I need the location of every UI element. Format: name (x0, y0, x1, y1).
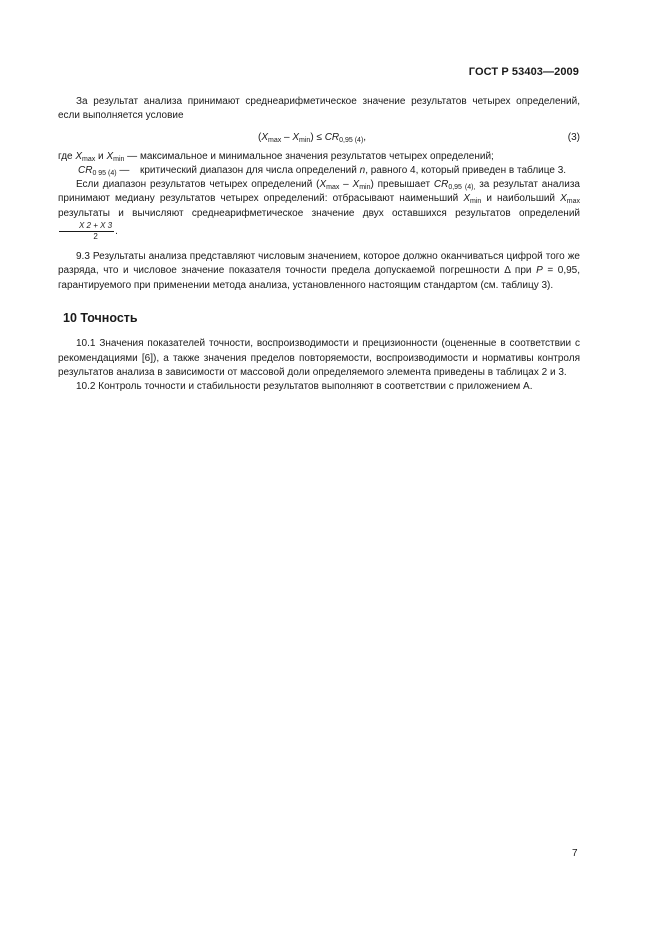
body-text (58, 95, 580, 394)
range-paragraph: Если диапазон результатов четырех определений $(X_{max} - X_{min})$ превышает $CR_{0,95 (4),}$ за результат анализа принимают медиану результатов четырех определений: отбрасывают наименьший $X_{min}$ и наибольший $X_{max}$ результаты и вычисляют среднеарифметическое значение двух оставшихся результатов определений $\frac{X 2 + X 3}{2}$ . (58, 179, 580, 242)
paragraph-9-3: 9.3 Результаты анализа представляют числовым значением, которое должно оканчиваться цифрой того же разряда, что и числовое значение показателя точности предела допускаемой погрешности Δ при P = 0,95, гарантируемого при применении метода анализа, установленного настоящим стандартом (см. таблицу 3). (58, 251, 580, 291)
definition-description: максимальное и минимальное значения результатов четырех определений; (140, 150, 494, 162)
paragraph-10-1: 10.1 Значения показателей точности, воспроизводимости и прецизионности (оцененные в соответствии с рекомендациями [6]), а также значения пределов повторяемости, воспроизводимости и нормативы контроля результатов анализа в зависимости от массовой доли определяемого элемента приведены в таблицах 2 и 3. (58, 338, 580, 378)
equation-formula: $(X_{max} - X_{min}) \le CR_{0,95 (4)}$, (258, 131, 367, 144)
intro-paragraph: За результат анализа принимают среднеарифметическое значение результатов четырех определений, если выполняется условие (58, 96, 580, 122)
definition-term: где $X_{max}$ и $X_{min}$ — (58, 150, 138, 163)
definition-description: критический диапазон для числа определений n, равного 4, который приведен в таблице 3. (140, 164, 567, 176)
paragraph-10-2: 10.2 Контроль точности и стабильности результатов выполняют в соответствии с приложением А. (76, 381, 533, 393)
document-number-header: ГОСТ Р 53403—2009 (468, 66, 579, 78)
section-10-heading: 10 Точность (63, 310, 138, 325)
page-number: 7 (572, 848, 578, 859)
definition-cr (58, 164, 580, 178)
definition-term: $CR_{0 95 (4)}$ — (78, 164, 130, 177)
definitions (58, 150, 580, 179)
definition-xmax-xmin (58, 150, 580, 164)
median-fraction: $\frac{X 2 + X 3}{2}$ (59, 221, 114, 242)
equation-3 (58, 131, 580, 146)
equation-number: (3) (567, 131, 580, 143)
